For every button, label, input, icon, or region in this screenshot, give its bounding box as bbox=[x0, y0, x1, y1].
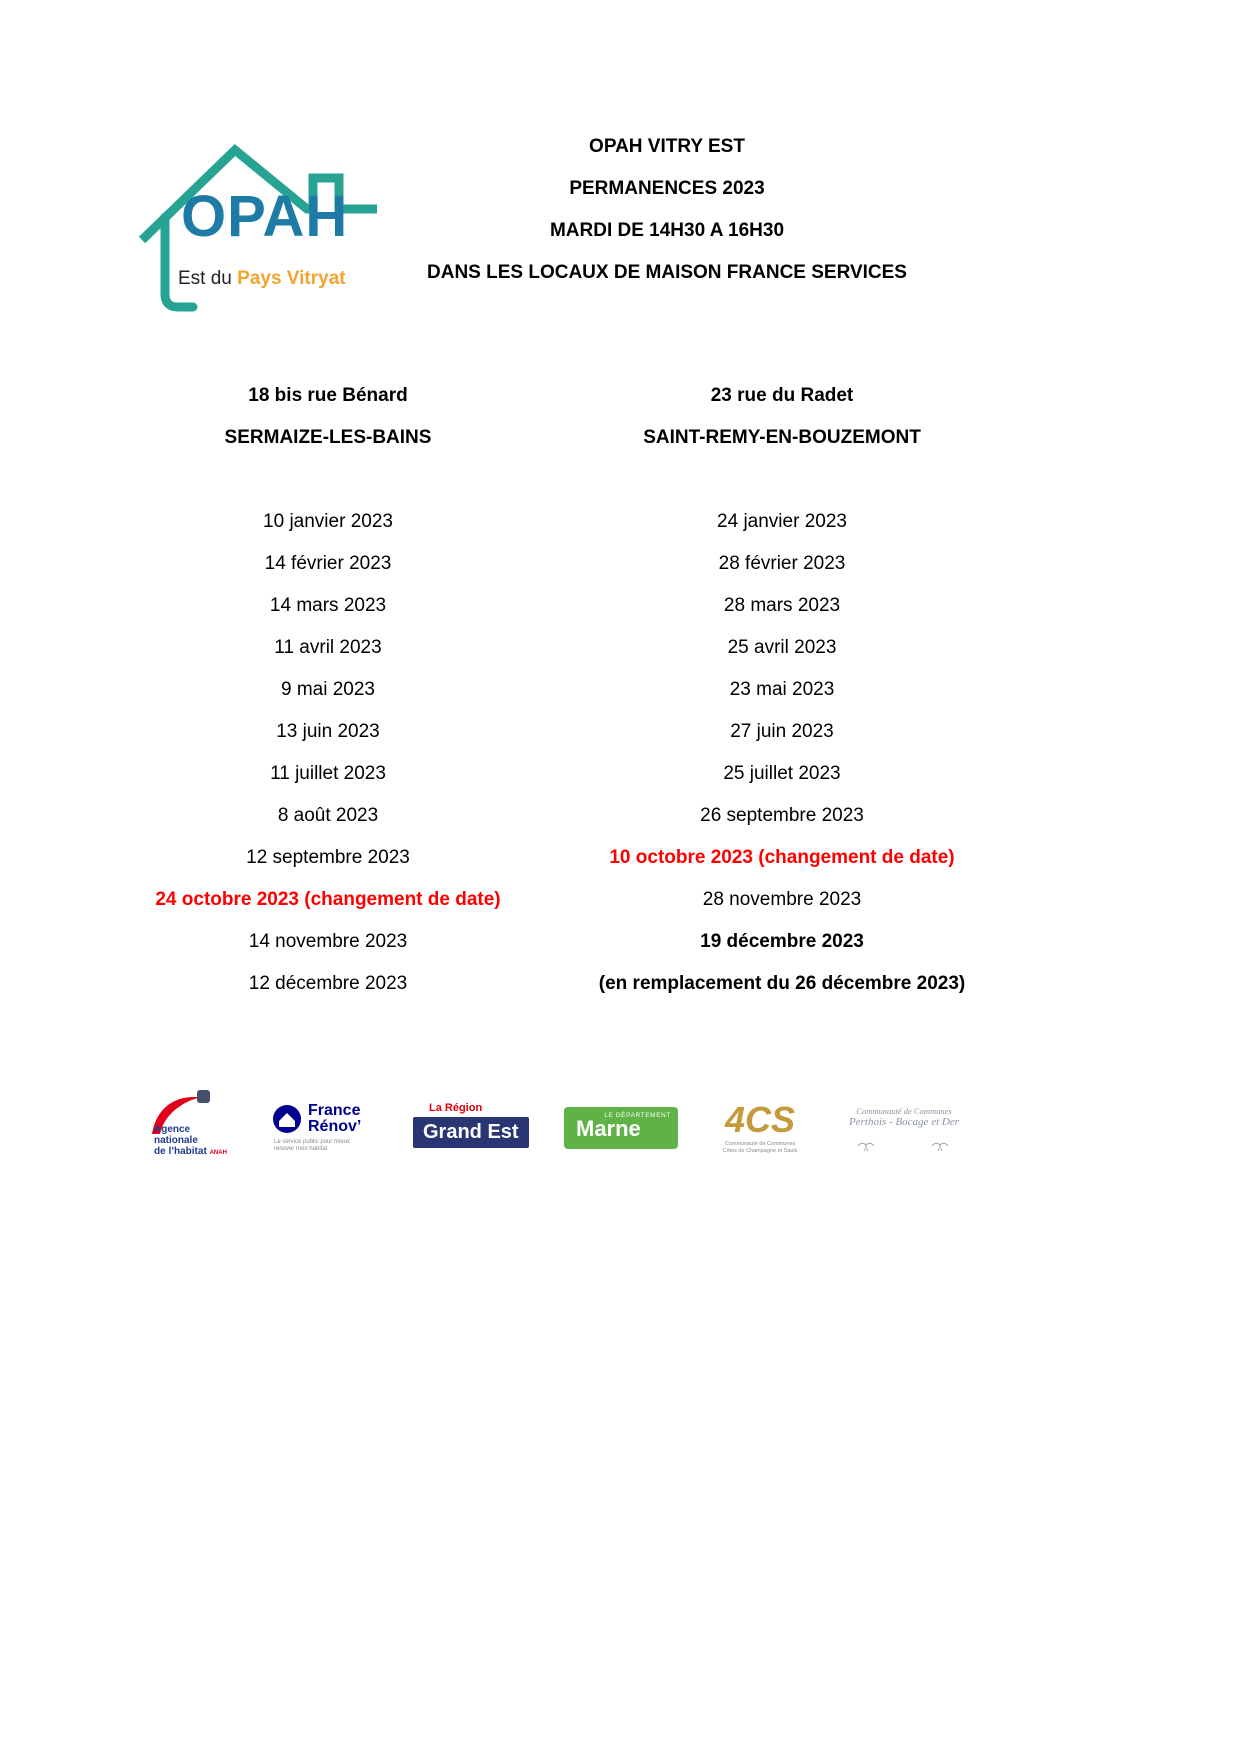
date-item: 27 juin 2023 bbox=[730, 721, 834, 742]
date-item: 10 janvier 2023 bbox=[263, 511, 393, 532]
anah-line1: Agence bbox=[154, 1124, 191, 1135]
date-item: 13 juin 2023 bbox=[276, 721, 380, 742]
date-item-changed: 10 octobre 2023 (changement de date) bbox=[609, 847, 955, 868]
date-item: 14 novembre 2023 bbox=[248, 931, 408, 952]
date-item: 12 septembre 2023 bbox=[246, 847, 410, 868]
anah-line2: nationale bbox=[154, 1135, 198, 1146]
france-renov-tagline bbox=[272, 1139, 376, 1153]
tagline-highlight: Pays Vitryat bbox=[237, 268, 346, 289]
france-renov-tag2: rénover mon habitat bbox=[274, 1146, 328, 1152]
cc-perthois-birds bbox=[842, 1129, 966, 1151]
opah-wordmark: OPAH bbox=[181, 184, 349, 249]
anah-line3: de l’habitat bbox=[154, 1146, 207, 1157]
spacer-row bbox=[547, 459, 1017, 501]
bird-icon bbox=[930, 1139, 952, 1151]
date-item: 8 août 2023 bbox=[277, 805, 379, 826]
spacer-row bbox=[93, 459, 563, 501]
cc-4cs-name: 4CS bbox=[724, 1099, 796, 1140]
france-renov-name bbox=[308, 1103, 361, 1135]
opah-logo bbox=[123, 128, 385, 324]
marne-dept-label: LE DÉPARTEMENT bbox=[604, 1112, 671, 1119]
marne-departement-logo bbox=[564, 1107, 678, 1149]
date-item: 28 mars 2023 bbox=[723, 595, 841, 616]
grand-est-region-label: La Région bbox=[429, 1102, 483, 1114]
cc-4cs-logo bbox=[715, 1099, 805, 1154]
header-subtitle: PERMANENCES 2023 bbox=[569, 178, 765, 199]
france-renov-line1: France bbox=[308, 1102, 361, 1119]
column-city: SAINT-REMY-EN-BOUZEMONT bbox=[643, 427, 921, 448]
france-renov-logo bbox=[272, 1103, 376, 1153]
grand-est-logo bbox=[413, 1102, 527, 1154]
header-location: DANS LES LOCAUX DE MAISON FRANCE SERVICES bbox=[427, 262, 907, 283]
cc-perthois-line2: Perthois - Bocage et Der bbox=[849, 1115, 959, 1128]
opah-tagline bbox=[178, 268, 346, 290]
anah-logo bbox=[140, 1090, 235, 1166]
schedule-column-saint-remy bbox=[547, 375, 1017, 1005]
date-item: 28 novembre 2023 bbox=[702, 889, 862, 910]
france-renov-line2: Rénov’ bbox=[308, 1118, 362, 1135]
date-item: 11 avril 2023 bbox=[274, 637, 382, 658]
tagline-prefix: Est du bbox=[178, 268, 238, 289]
grand-est-name: Grand Est bbox=[413, 1117, 529, 1148]
cc-4cs-caption bbox=[715, 1141, 805, 1154]
cc-4cs-cap2: Côtes de Champagne et Saulx bbox=[722, 1147, 798, 1154]
column-city: SERMAIZE-LES-BAINS bbox=[224, 427, 432, 448]
france-renov-tag1: Le service public pour mieux bbox=[274, 1139, 351, 1145]
partner-logos-row bbox=[140, 1085, 966, 1171]
header-title: OPAH VITRY EST bbox=[589, 136, 745, 157]
bird-icon bbox=[856, 1139, 878, 1151]
anah-sigle: ANAH bbox=[209, 1150, 227, 1156]
date-item: 11 juillet 2023 bbox=[270, 763, 386, 784]
date-item: 25 juillet 2023 bbox=[723, 763, 841, 784]
date-item-replacement: 19 décembre 2023 bbox=[700, 931, 864, 952]
date-item: 28 février 2023 bbox=[718, 553, 846, 574]
date-item: 23 mai 2023 bbox=[729, 679, 835, 700]
france-renov-icon bbox=[272, 1104, 302, 1134]
schedule-column-sermaize bbox=[93, 375, 563, 1005]
date-item: 14 février 2023 bbox=[264, 553, 392, 574]
column-address: 18 bis rue Bénard bbox=[248, 385, 408, 406]
date-item: 26 septembre 2023 bbox=[700, 805, 864, 826]
date-item: 9 mai 2023 bbox=[280, 679, 375, 700]
column-address: 23 rue du Radet bbox=[710, 385, 854, 406]
marne-name: Marne bbox=[576, 1116, 641, 1141]
cc-perthois-logo bbox=[842, 1106, 966, 1151]
date-item: 24 janvier 2023 bbox=[717, 511, 847, 532]
date-item: 12 décembre 2023 bbox=[248, 973, 408, 994]
header-block bbox=[360, 126, 974, 294]
cc-4cs-cap1: Communauté de Communes bbox=[724, 1141, 796, 1147]
cc-perthois-line1: Communauté de Communes bbox=[856, 1105, 952, 1116]
date-item: 25 avril 2023 bbox=[727, 637, 837, 658]
anah-text bbox=[154, 1124, 227, 1159]
date-item-replacement-note: (en remplacement du 26 décembre 2023) bbox=[598, 973, 966, 994]
date-item-changed: 24 octobre 2023 (changement de date) bbox=[155, 889, 501, 910]
date-item: 14 mars 2023 bbox=[269, 595, 387, 616]
header-hours: MARDI DE 14H30 A 16H30 bbox=[549, 220, 785, 241]
